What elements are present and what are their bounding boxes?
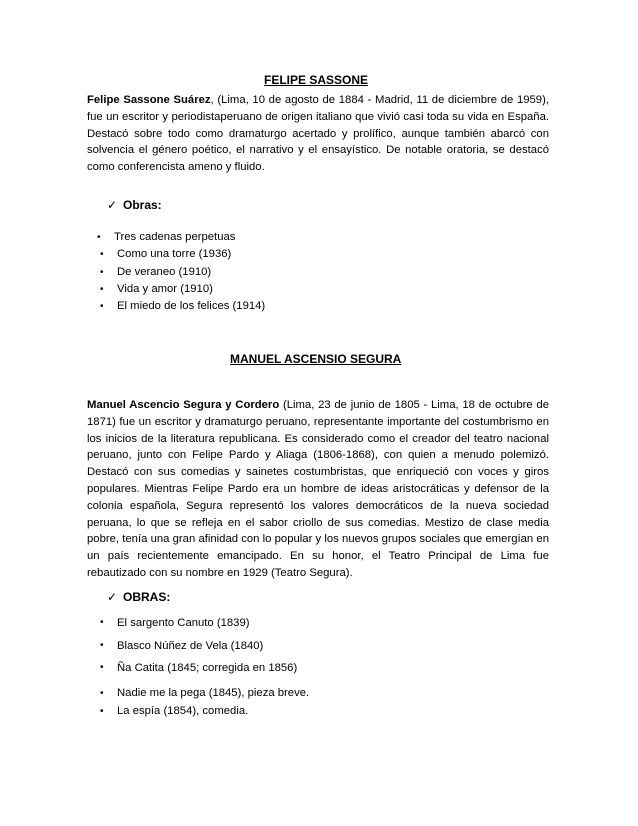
bullet-icon: • [100,301,104,313]
works-heading-sassone [107,198,162,212]
bullet-icon: • [100,249,104,261]
section-title-felipe-sassone: FELIPE SASSONE [264,73,369,87]
list-item: • Vida y amor (1910) [90,281,265,298]
bullet-icon: • [100,617,104,628]
works-heading-segura [107,590,170,604]
bullet-icon: • [100,688,104,699]
works-list-sassone [90,229,265,315]
bullet-icon: • [100,662,104,673]
biography-felipe-sassone [87,92,549,176]
works-label: Obras: [123,198,162,212]
section-title-manuel-ascensio-segura: MANUEL ASCENSIO SEGURA [230,352,402,366]
works-label: OBRAS: [123,590,171,604]
bullet-icon: • [100,283,104,295]
biography-body: , (Lima, 10 de agosto de 1884 - Madrid, 11 de diciembre de 1959), fue un escritor y periodistaperuano de origen italiano que vivió casi toda su vida en España. Destacó sobre todo como dramaturgo acertado y prolífico, aunque también abarcó con solvencia el género poético, el narrativo y el ensayístico. De notable oratoria, se destacó como conferencista ameno y fluido. [87,94,549,174]
biography-lead-name: Manuel Ascencio Segura y Cordero [87,399,280,411]
bullet-icon: • [100,639,104,651]
list-item: • La espía (1854), comedia. [90,703,309,721]
list-item: • El miedo de los felices (1914) [90,298,265,315]
list-item: • De veraneo (1910) [90,264,265,281]
list-item: • Ña Catita (1845; corregida en 1856) [90,657,297,680]
checkmark-icon: ✓ [107,590,118,604]
list-item: • El sargento Canuto (1839) [90,612,297,635]
works-list-segura-b [90,685,309,720]
list-item: • Tres cadenas perpetuas [90,229,265,246]
bullet-icon: • [100,266,104,278]
biography-lead-name: Felipe Sassone Suárez [87,94,211,106]
list-item: • Blasco Núñez de Vela (1840) [90,635,297,658]
checkmark-icon: ✓ [107,198,118,212]
biography-manuel-ascensio-segura [87,397,549,582]
biography-body: (Lima, 23 de junio de 1805 - Lima, 18 de octubre de 1871) fue un escritor y dramaturgo peruano, representante importante del costumbrismo en los inicios de la literatura republicana. Es considerado como el creador del teatro nacional peruano, junto con Felipe Pardo y Aliaga (1806-1868), con quien a menudo polemizó. Destacó con sus comedias y sainetes costumbristas, que enriqueció con voces y giros populares. Mientras Felipe Pardo era un hombre de ideas aristocráticas y defensor de la colonia española, Segura representó los valores democráticos de la nueva sociedad peruana, lo que se refleja en el sabor criollo de sus comedias. Mestizo de clase media pobre, tenía una gran afinidad con lo popular y los nuevos grupos sociales que emergían en un país recientemente emancipado. En su honor, el Teatro Principal de Lima fue rebautizado con su nombre en 1929 (Teatro Segura). [87,399,549,579]
bullet-icon: • [97,232,101,243]
works-list-segura-a [90,612,297,680]
bullet-icon: • [100,705,104,717]
list-item: • Como una torre (1936) [90,246,265,263]
list-item: • Nadie me la pega (1845), pieza breve. [90,685,309,703]
